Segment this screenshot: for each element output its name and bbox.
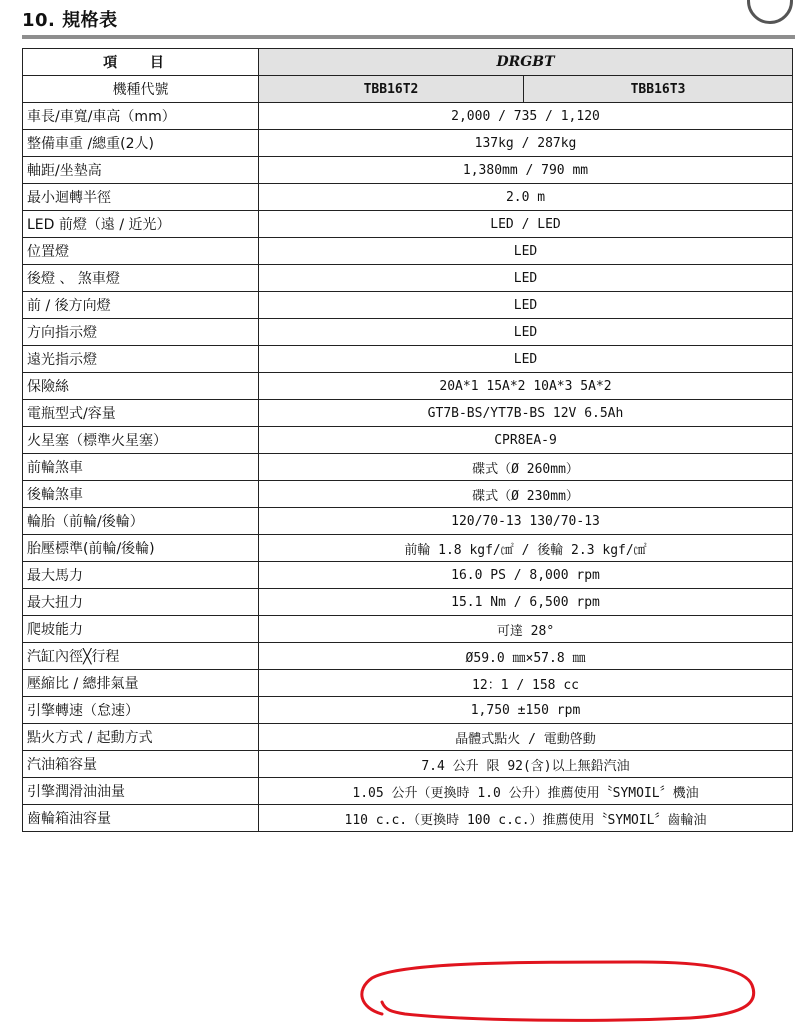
- spec-row: [23, 805, 793, 832]
- spec-label: 方向指示燈: [23, 319, 259, 346]
- spec-label: 爬坡能力: [23, 616, 259, 643]
- spec-label: 最大馬力: [23, 562, 259, 589]
- title-underline: [22, 35, 795, 39]
- spec-value: Ø59.0 ㎜×57.8 ㎜: [259, 643, 793, 670]
- spec-label: 壓縮比 / 總排氣量: [23, 670, 259, 697]
- spec-label: 火星塞（標準火星塞）: [23, 427, 259, 454]
- spec-value: 110 c.c.（更換時 100 c.c.）推薦使用〝SYMOIL〞齒輪油: [259, 805, 793, 832]
- spec-row: [23, 589, 793, 616]
- spec-label: 引擎轉速（怠速）: [23, 697, 259, 724]
- spec-value: 20A*1 15A*2 10A*3 5A*2: [259, 373, 793, 400]
- spec-row: [23, 238, 793, 265]
- spec-value: 晶體式點火 / 電動啓動: [259, 724, 793, 751]
- spec-row: [23, 130, 793, 157]
- spec-label: 整備車重 /總重(2人): [23, 130, 259, 157]
- spec-row: [23, 535, 793, 562]
- spec-table: [22, 48, 793, 832]
- spec-label: 後燈 、 煞車燈: [23, 265, 259, 292]
- spec-value: LED: [259, 319, 793, 346]
- spec-label: 保險絲: [23, 373, 259, 400]
- spec-value: LED: [259, 238, 793, 265]
- spec-row: [23, 319, 793, 346]
- spec-row: [23, 265, 793, 292]
- model-name: DRGBT: [259, 49, 793, 76]
- spec-value: LED: [259, 292, 793, 319]
- spec-value: 可達 28°: [259, 616, 793, 643]
- spec-row: [23, 184, 793, 211]
- spec-value: LED / LED: [259, 211, 793, 238]
- spec-value: 7.4 公升 限 92(含)以上無鉛汽油: [259, 751, 793, 778]
- spec-row: [23, 211, 793, 238]
- spec-label: 前輪煞車: [23, 454, 259, 481]
- spec-label: 電瓶型式/容量: [23, 400, 259, 427]
- spec-value: 1,380mm / 790 mm: [259, 157, 793, 184]
- spec-label: 車長/車寬/車高（mm）: [23, 103, 259, 130]
- spec-label: 前 / 後方向燈: [23, 292, 259, 319]
- spec-label: 最大扭力: [23, 589, 259, 616]
- spec-label: LED 前燈（遠 / 近光）: [23, 211, 259, 238]
- code-label: 機種代號: [23, 76, 259, 103]
- spec-value: 碟式（Ø 230mm）: [259, 481, 793, 508]
- spec-row: [23, 751, 793, 778]
- spec-value: LED: [259, 346, 793, 373]
- spec-value: 16.0 PS / 8,000 rpm: [259, 562, 793, 589]
- spec-value: 1.05 公升（更換時 1.0 公升）推薦使用〝SYMOIL〞機油: [259, 778, 793, 805]
- spec-label: 汽油箱容量: [23, 751, 259, 778]
- spec-row: [23, 157, 793, 184]
- spec-value: 碟式（Ø 260mm）: [259, 454, 793, 481]
- spec-label: 汽缸內徑╳行程: [23, 643, 259, 670]
- spec-label: 齒輪箱油容量: [23, 805, 259, 832]
- spec-label: 遠光指示燈: [23, 346, 259, 373]
- spec-value: GT7B-BS/YT7B-BS 12V 6.5Ah: [259, 400, 793, 427]
- spec-label: 點火方式 / 起動方式: [23, 724, 259, 751]
- spec-value: 前輪 1.8 kgf/㎠ / 後輪 2.3 kgf/㎠: [259, 535, 793, 562]
- spec-label: 胎壓標準(前輪/後輪): [23, 535, 259, 562]
- spec-value: 2,000 / 735 / 1,120: [259, 103, 793, 130]
- header-row: [23, 49, 793, 76]
- code-row: [23, 76, 793, 103]
- spec-row: [23, 724, 793, 751]
- spec-row: [23, 400, 793, 427]
- spec-row: [23, 103, 793, 130]
- spec-label: 引擎潤滑油油量: [23, 778, 259, 805]
- spec-label: 位置燈: [23, 238, 259, 265]
- spec-row: [23, 670, 793, 697]
- spec-row: [23, 508, 793, 535]
- spec-value: 12：1 / 158 cc: [259, 670, 793, 697]
- spec-value: 15.1 Nm / 6,500 rpm: [259, 589, 793, 616]
- spec-row: [23, 643, 793, 670]
- spec-value: 120/70-13 130/70-13: [259, 508, 793, 535]
- logo-mark: [747, 0, 793, 24]
- spec-row: [23, 373, 793, 400]
- spec-row: [23, 778, 793, 805]
- spec-value: 2.0 m: [259, 184, 793, 211]
- spec-row: [23, 427, 793, 454]
- spec-value: CPR8EA-9: [259, 427, 793, 454]
- spec-row: [23, 562, 793, 589]
- spec-value: 1,750 ±150 rpm: [259, 697, 793, 724]
- spec-row: [23, 616, 793, 643]
- spec-row: [23, 292, 793, 319]
- spec-row: [23, 481, 793, 508]
- spec-value: 137kg / 287kg: [259, 130, 793, 157]
- spec-label: 後輪煞車: [23, 481, 259, 508]
- item-header: 項 目: [23, 49, 259, 76]
- spec-label: 輪胎（前輪/後輪）: [23, 508, 259, 535]
- model-code: TBB16T2: [259, 76, 524, 103]
- spec-row: [23, 697, 793, 724]
- model-code: TBB16T3: [524, 76, 793, 103]
- page-title: 10. 規格表: [22, 10, 118, 31]
- spec-row: [23, 454, 793, 481]
- spec-row: [23, 346, 793, 373]
- spec-label: 最小迴轉半徑: [23, 184, 259, 211]
- spec-label: 軸距/坐墊高: [23, 157, 259, 184]
- spec-value: LED: [259, 265, 793, 292]
